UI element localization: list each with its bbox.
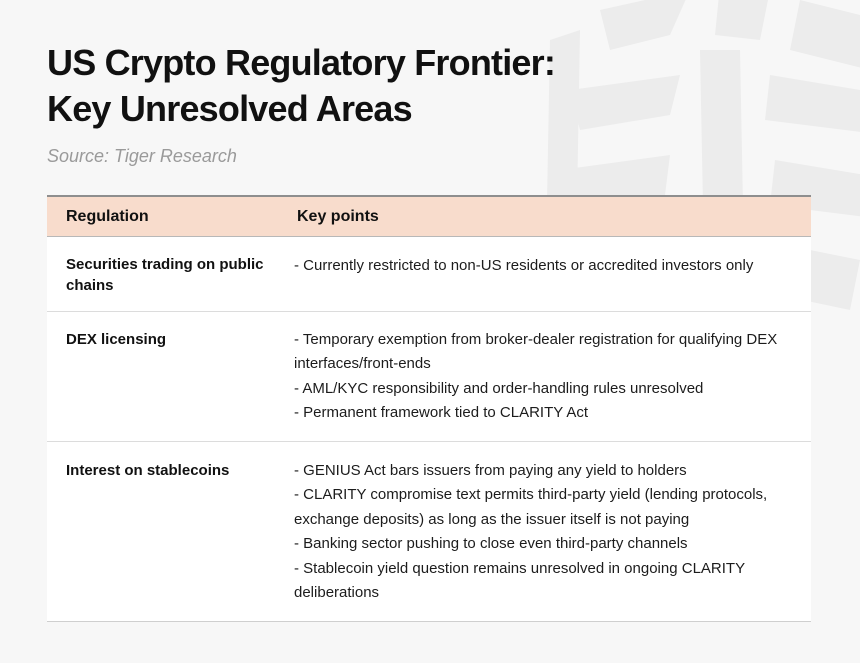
- key-point: - Permanent framework tied to CLARITY Act: [294, 404, 589, 422]
- column-header-regulation: Regulation: [66, 207, 149, 225]
- regulation-table: [47, 195, 811, 622]
- key-point: - Temporary exemption from broker-dealer registration for qualifying DEX interfaces/front-ends: [294, 331, 778, 373]
- table-header-row: [47, 196, 811, 237]
- column-header-key-points: Key points: [297, 207, 379, 225]
- page-title: [47, 40, 807, 132]
- table-row: [47, 237, 811, 312]
- key-point: - CLARITY compromise text permits third-party yield (lending protocols, exchange deposits) as long as the issuer itself is not paying: [294, 486, 768, 528]
- key-point: - AML/KYC responsibility and order-handling rules unresolved: [294, 379, 704, 397]
- page-title-line-2: Key Unresolved Areas: [47, 88, 412, 129]
- key-points-cell: [275, 442, 811, 622]
- header: [47, 40, 807, 167]
- source-note: Source: Tiger Research: [47, 146, 237, 166]
- regulation-cell: DEX licensing: [66, 331, 167, 348]
- key-points-cell: [275, 237, 811, 312]
- key-points-cell: [275, 312, 811, 442]
- page-title-line-1: US Crypto Regulatory Frontier:: [47, 42, 556, 83]
- table-row: [47, 312, 811, 442]
- key-point: - GENIUS Act bars issuers from paying any yield to holders: [294, 462, 687, 479]
- table-row: [47, 442, 811, 622]
- key-point: - Banking sector pushing to close even third-party channels: [294, 535, 688, 553]
- key-point: - Currently restricted to non-US residents or accredited investors only: [294, 257, 754, 274]
- regulation-cell: Securities trading on public chains: [66, 256, 264, 294]
- key-point: - Stablecoin yield question remains unresolved in ongoing CLARITY deliberations: [294, 559, 745, 602]
- regulation-cell: Interest on stablecoins: [66, 462, 230, 479]
